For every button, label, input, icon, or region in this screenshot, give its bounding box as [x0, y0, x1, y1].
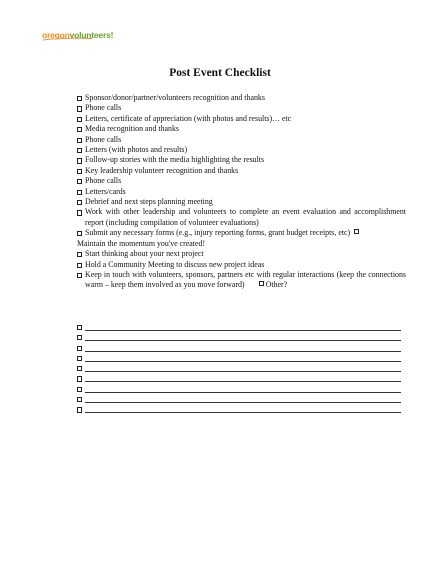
checkbox-icon	[77, 376, 82, 381]
checkbox-icon	[77, 273, 82, 278]
blank-line-item	[77, 343, 401, 353]
checklist-item	[77, 135, 406, 145]
blank-line-item	[77, 394, 401, 404]
checkbox-icon	[77, 127, 82, 132]
blank-line-rule	[85, 412, 401, 413]
checkbox-icon	[77, 179, 82, 184]
checklist-item-text: Hold a Community Meeting to discuss new project ideas	[85, 259, 265, 269]
checkbox-icon	[77, 263, 82, 268]
blank-line-item	[77, 373, 401, 383]
checkbox-icon	[77, 231, 82, 236]
blank-line-rule	[85, 340, 401, 341]
checklist-item-text: Keep in touch with volunteers, sponsors, partners etc with regular interactions (keep the connections warm – keep them involved as you move forward)	[85, 269, 406, 290]
checklist-item	[77, 249, 406, 259]
blank-line-rule	[85, 402, 401, 403]
checkbox-icon	[259, 281, 264, 286]
checkbox-icon	[77, 190, 82, 195]
checkbox-icon	[77, 148, 82, 153]
blank-line-item	[77, 384, 401, 394]
checklist-item-text: Phone calls	[85, 176, 122, 186]
logo-swoosh-icon	[42, 37, 94, 41]
other-label: Other?	[265, 280, 288, 290]
blank-line-item	[77, 404, 401, 414]
checklist-item-text: Phone calls	[85, 103, 122, 113]
checkbox-icon	[77, 356, 82, 361]
blank-line-item	[77, 332, 401, 342]
checkbox-icon	[77, 200, 82, 205]
checklist-item-text: Letters, certificate of appreciation (with photos and results)… etc	[85, 113, 292, 123]
checklist-item	[77, 114, 406, 124]
checklist-item-text: Work with other leadership and volunteers to complete an event evaluation and accomplishment report (including compilation of volunteer evaluations)	[85, 207, 406, 227]
checklist-item-text: Media recognition and thanks	[85, 124, 180, 134]
checkbox-icon	[77, 169, 82, 174]
blank-line-item	[77, 353, 401, 363]
checkbox-icon	[354, 229, 359, 234]
checkbox-icon	[77, 407, 82, 412]
checklist-item	[77, 166, 406, 176]
checklist-item-text: Letters (with photos and results)	[85, 145, 188, 155]
checklist-item	[77, 228, 406, 238]
checkbox-icon	[77, 138, 82, 143]
checklist-item	[77, 155, 406, 165]
blank-lines	[77, 322, 401, 415]
checkbox-icon	[77, 346, 82, 351]
checkbox-icon	[77, 252, 82, 257]
checklist-item	[77, 145, 406, 155]
checklist-item-text: Phone calls	[85, 134, 122, 144]
page-title: Post Event Checklist	[169, 67, 271, 79]
checklist-item-text: Sponsor/donor/partner/volunteers recognition and thanks	[85, 93, 265, 102]
blank-line-rule	[85, 351, 401, 352]
blank-line-rule	[85, 361, 401, 362]
checklist-item	[77, 270, 406, 291]
checklist-item-text: Key leadership volunteer recognition and thanks	[85, 165, 239, 175]
checkbox-icon	[77, 158, 82, 163]
logo-text-volunteers: volunteers!	[69, 30, 114, 40]
blank-line-item	[77, 322, 401, 332]
blank-line-rule	[85, 392, 401, 393]
checkbox-icon	[77, 325, 82, 330]
checkbox-icon	[77, 210, 82, 215]
checklist-item	[77, 239, 406, 249]
checkbox-icon	[77, 117, 82, 122]
checklist-item	[77, 93, 406, 103]
blank-line-rule	[85, 371, 401, 372]
checklist-item	[77, 197, 406, 207]
blank-line-rule	[85, 330, 401, 331]
checklist	[77, 93, 406, 291]
checkbox-icon	[77, 387, 82, 392]
checklist-item	[77, 124, 406, 134]
checkbox-icon	[77, 335, 82, 340]
checklist-item	[77, 207, 406, 228]
checklist-item-text: Submit any necessary forms (e.g., injury reporting forms, grant budget receipts, etc)	[85, 228, 351, 238]
blank-line-rule	[85, 381, 401, 382]
checkbox-icon	[77, 366, 82, 371]
checklist-item-text: Letters/cards	[85, 186, 126, 196]
checkbox-icon	[77, 397, 82, 402]
checkbox-icon	[77, 96, 82, 101]
checklist-item	[77, 260, 406, 270]
blank-line-item	[77, 363, 401, 373]
checklist-item-text: Maintain the momentum you've created!	[77, 238, 206, 248]
checklist-item-text: Follow-up stories with the media highlighting the results	[85, 155, 265, 165]
checklist-item	[77, 176, 406, 186]
checklist-item-text: Start thinking about your next project	[85, 249, 204, 259]
oregon-volunteers-logo	[42, 28, 113, 40]
checklist-item	[77, 187, 406, 197]
checklist-item-text: Debrief and next steps planning meeting	[85, 197, 213, 207]
logo-text-oregon: oregon	[42, 30, 70, 40]
checkbox-icon	[77, 106, 82, 111]
checklist-item	[77, 103, 406, 113]
